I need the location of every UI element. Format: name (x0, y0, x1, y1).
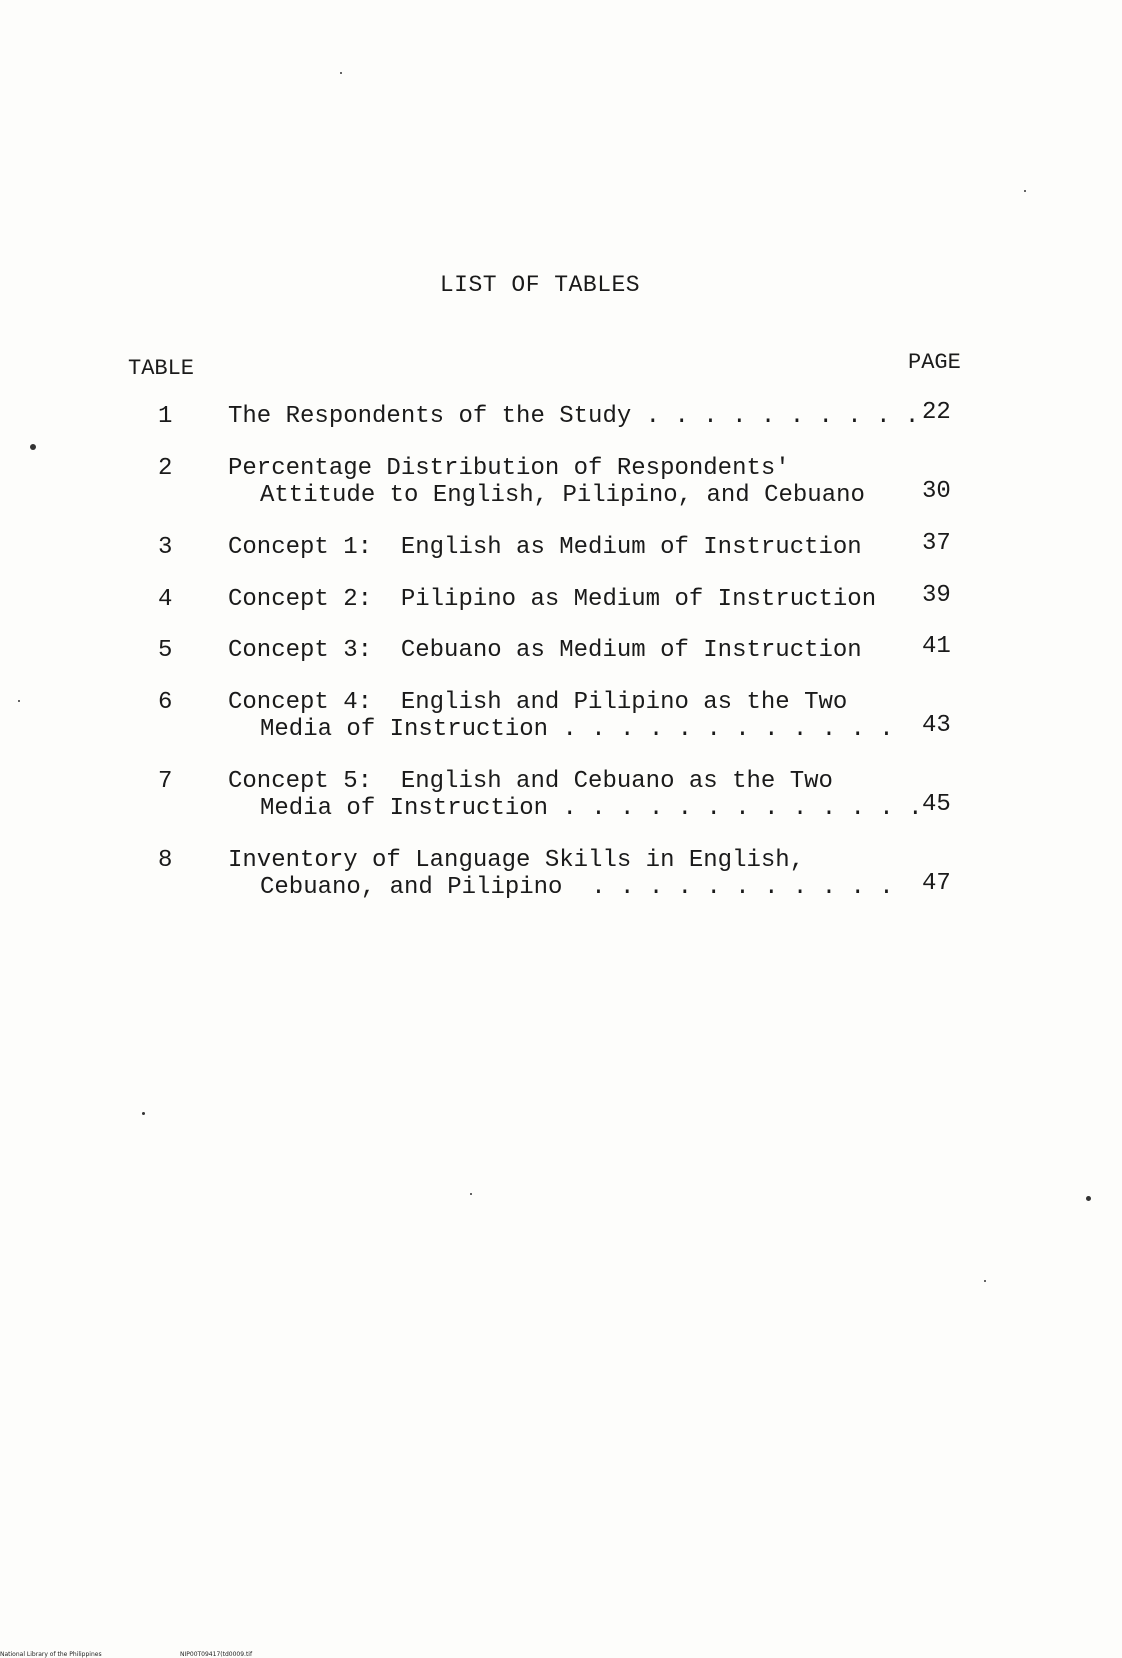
scan-speck (470, 1193, 472, 1195)
page-title: LIST OF TABLES (439, 272, 641, 298)
table-caption (228, 534, 862, 561)
page-number: 41 (922, 633, 951, 660)
scan-speck (340, 72, 342, 74)
caption-line-1: Concept 1: English as Medium of Instruction (228, 534, 862, 561)
caption-line-1: Concept 4: English and Pilipino as the Two (228, 689, 848, 716)
caption-line-1: Concept 5: English and Cebuano as the Two (228, 768, 833, 795)
caption-line-2: Media of Instruction . . . . . . . . . . . . . (260, 795, 923, 822)
caption-line-1: Inventory of Language Skills in English, (228, 847, 805, 874)
scan-speck (18, 700, 20, 702)
table-number: 2 (158, 455, 173, 482)
caption-line-1: Concept 2: Pilipino as Medium of Instruction (228, 586, 877, 613)
page-number: 45 (922, 791, 951, 818)
table-caption (228, 455, 865, 509)
scan-speck (30, 444, 36, 450)
table-caption (228, 847, 894, 901)
caption-line-2: Attitude to English, Pilipino, and Cebuano (260, 482, 865, 509)
table-number: 7 (158, 768, 173, 795)
table-number: 3 (158, 534, 173, 561)
page-number: 37 (922, 530, 951, 557)
table-caption (228, 403, 919, 430)
table-number: 1 (158, 403, 173, 430)
scan-speck (984, 1280, 986, 1282)
footer-reference: NIP00T09417(td0009.tif (180, 1651, 253, 1658)
caption-line-1: Percentage Distribution of Respondents' (228, 455, 790, 482)
page-number: 47 (922, 870, 951, 897)
scan-speck (1086, 1196, 1091, 1201)
table-caption (228, 586, 876, 613)
table-number: 8 (158, 847, 173, 874)
page-number: 22 (922, 399, 951, 426)
footer-source: National Library of the Philippines (0, 1651, 102, 1658)
caption-line-1: The Respondents of the Study . . . . . . . . . . (228, 403, 920, 430)
caption-line-2: Cebuano, and Pilipino . . . . . . . . . . . (260, 874, 894, 901)
scan-speck (142, 1112, 145, 1115)
page-number: 43 (922, 712, 951, 739)
page-number: 30 (922, 478, 951, 505)
scan-footer (0, 1651, 253, 1658)
caption-line-2: Media of Instruction . . . . . . . . . . . . (260, 716, 894, 743)
table-caption (228, 768, 923, 822)
table-column-header: TABLE (128, 356, 195, 381)
table-number: 4 (158, 586, 173, 613)
page-column-header: PAGE (908, 350, 961, 375)
page-number: 39 (922, 582, 951, 609)
table-number: 5 (158, 637, 173, 664)
table-caption (228, 689, 894, 743)
scan-speck (1024, 190, 1026, 192)
table-caption (228, 637, 862, 664)
table-number: 6 (158, 689, 173, 716)
caption-line-1: Concept 3: Cebuano as Medium of Instruction (228, 637, 862, 664)
